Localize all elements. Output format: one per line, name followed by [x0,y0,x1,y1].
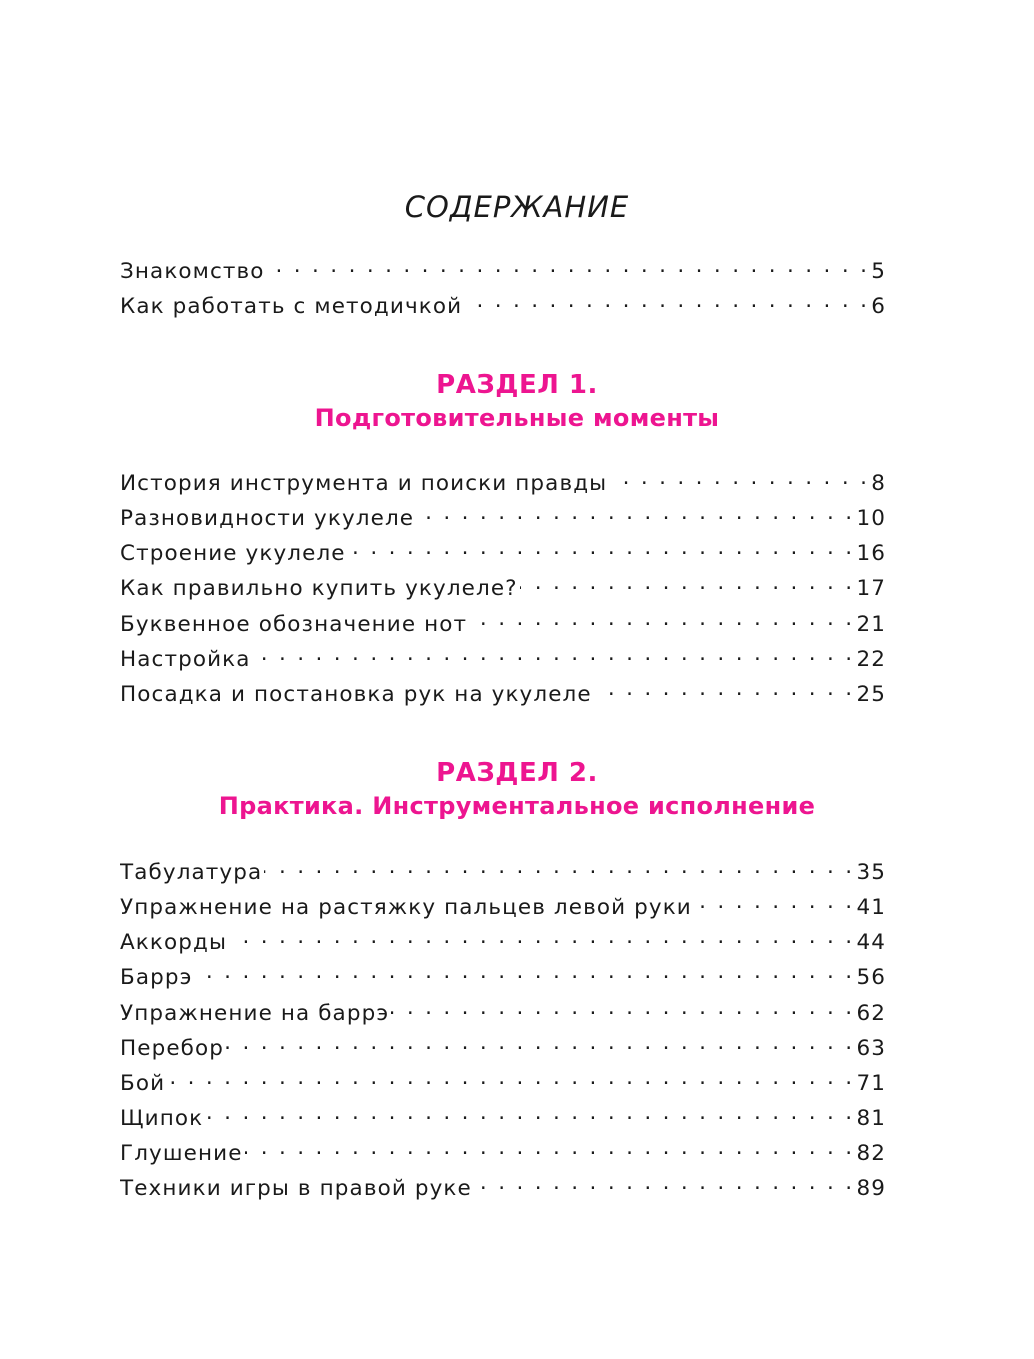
toc-entry-page: 25 [856,681,886,707]
toc-entry[interactable] [120,853,886,888]
toc-entry[interactable] [120,1064,886,1099]
dot-leader [245,1135,855,1161]
toc-entry[interactable] [120,1170,886,1205]
toc-entry[interactable] [120,923,886,958]
toc-entry-page: 41 [856,894,886,920]
toc-entry-page: 62 [856,1000,886,1026]
dot-leader [264,853,854,879]
toc-entry[interactable] [120,534,886,569]
dot-leader [226,1029,854,1055]
toc-entry-page: 5 [871,258,886,284]
section-1-number: РАЗДЕЛ 1. [436,370,598,400]
toc-entry-page: 35 [856,859,886,885]
dot-leader [253,640,855,666]
toc-entry[interactable] [120,499,886,534]
toc-entry-label: Разновидности укулеле [120,505,415,531]
toc-entry-label: История инструмента и поиски правды [120,470,608,496]
toc-entry-page: 44 [856,930,886,956]
toc-entry-label: Как правильно купить укулеле? [120,576,518,602]
section-1-subtitle: Подготовительные моменты [314,404,720,432]
toc-entry-page: 10 [856,505,886,531]
dot-leader [391,994,854,1020]
toc-entry-label: Строение укулеле [120,541,346,567]
toc-entry-page: 81 [856,1106,886,1132]
toc-entry-label: Знакомство [120,258,265,284]
toc-entry[interactable] [120,570,886,605]
section-2-heading [0,758,1034,820]
toc-entry-page: 63 [856,1035,886,1061]
dot-leader [167,1064,854,1090]
toc-entry-page: 16 [856,541,886,567]
dot-leader [267,252,870,278]
toc-entry-label: Упражнение на растяжку пальцев левой руки [120,894,692,920]
section-2-number: РАЗДЕЛ 2. [436,758,598,788]
toc-entry-label: Как работать с методичкой [120,293,463,319]
toc-entry-label: Глушение [120,1141,243,1167]
toc-entry[interactable] [120,464,886,499]
toc-entry-page: 71 [856,1070,886,1096]
toc-entry-label: Буквенное обозначение нот [120,611,468,637]
dot-leader [694,888,855,914]
toc-entry-page: 56 [856,965,886,991]
dot-leader [474,1170,855,1196]
toc-entry-label: Бой [120,1070,166,1096]
toc-entry-label: Техники игры в правой руке [120,1176,472,1202]
toc-entry-label: Баррэ [120,965,193,991]
dot-leader [520,570,855,596]
toc-entry-label: Перебор [120,1035,225,1061]
dot-leader [416,499,854,525]
dot-leader [609,464,869,490]
toc-entry[interactable] [120,605,886,640]
toc-entry[interactable] [120,1029,886,1064]
toc-entry-label: Упражнение на баррэ [120,1000,390,1026]
toc-entry[interactable] [120,675,886,710]
toc-entry-page: 6 [871,293,886,319]
dot-leader [464,287,869,313]
toc-entry-label: Аккорды [120,930,228,956]
toc-entry-page: 21 [856,611,886,637]
toc-entry-label: Щипок [120,1106,204,1132]
toc-entry[interactable] [120,994,886,1029]
toc-intro-list [120,252,886,322]
toc-entry-label: Табулатура [120,859,263,885]
dot-leader [229,923,854,949]
toc-entry-page: 82 [856,1141,886,1167]
section-1-list [120,464,886,710]
dot-leader [195,959,855,985]
toc-entry[interactable] [120,888,886,923]
toc-entry-label: Посадка и постановка рук на укулеле [120,681,592,707]
toc-title: СОДЕРЖАНИЕ [404,190,630,224]
toc-entry[interactable] [120,1135,886,1170]
dot-leader [469,605,854,631]
dot-leader [594,675,855,701]
toc-entry[interactable] [120,640,886,675]
section-2-list [120,853,886,1205]
dot-leader [205,1099,854,1125]
toc-entry[interactable] [120,1099,886,1134]
toc-entry-label: Настройка [120,646,251,672]
section-1-heading [0,370,1034,432]
toc-entry[interactable] [120,287,886,322]
toc-entry[interactable] [120,252,886,287]
dot-leader [348,534,855,560]
toc-entry-page: 8 [871,470,886,496]
toc-entry-page: 17 [856,576,886,602]
toc-entry-page: 89 [856,1176,886,1202]
toc-entry[interactable] [120,959,886,994]
toc-entry-page: 22 [856,646,886,672]
section-2-subtitle: Практика. Инструментальное исполнение [218,792,816,820]
